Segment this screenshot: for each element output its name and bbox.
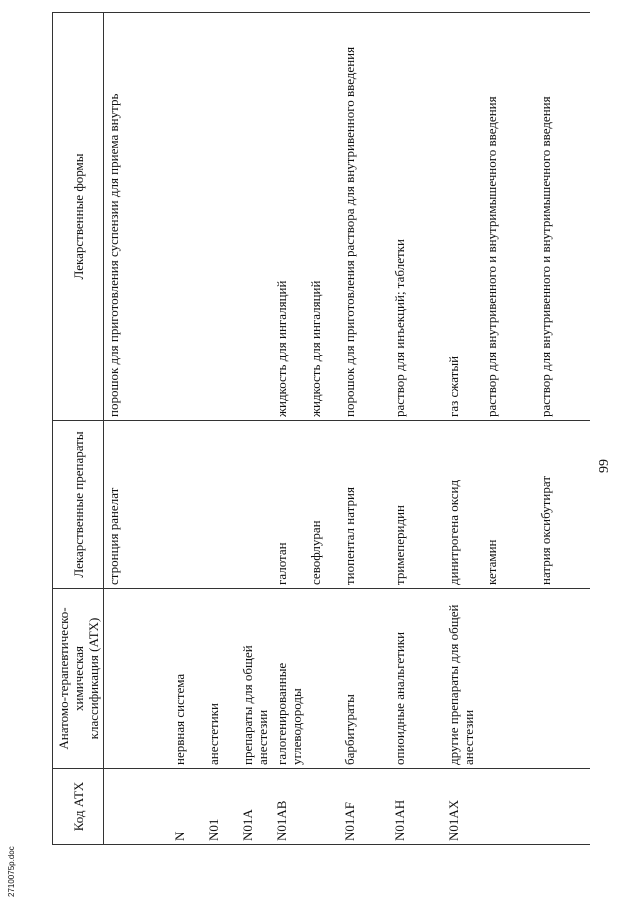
cell-form: жидкость для ингаляций [306, 13, 340, 421]
cell-drug [238, 421, 272, 589]
cell-drug: галотан [272, 421, 306, 589]
header-atc [53, 589, 104, 769]
cell-atc: опиоидные анальгетики [390, 589, 444, 769]
table-row [482, 13, 536, 845]
cell-code: N01AF [340, 769, 390, 845]
cell-code: N01AH [390, 769, 444, 845]
cell-drug [170, 421, 204, 589]
table-header-row [53, 13, 104, 845]
cell-drug: тиопентал натрия [340, 421, 390, 589]
header-atc-line1: Анатомо-терапевтическо-химическая [55, 607, 86, 750]
cell-code [536, 769, 590, 845]
cell-form: порошок для приготовления раствора для внутривенного введения [340, 13, 390, 421]
cell-form: жидкость для ингаляций [272, 13, 306, 421]
cell-atc: препараты для общей анестезии [238, 589, 272, 769]
cell-form: раствор для внутривенного и внутримышечного введения [482, 13, 536, 421]
cell-drug: натрия оксибутират [536, 421, 590, 589]
cell-atc [104, 589, 170, 769]
cell-atc: нервная система [170, 589, 204, 769]
header-drugs: Лекарственные препараты [53, 421, 104, 589]
header-atc-line2: классификация (АТХ) [85, 617, 101, 740]
cell-code: N01A [238, 769, 272, 845]
cell-form: газ сжатый [444, 13, 482, 421]
atc-table [52, 12, 590, 845]
table-row [536, 13, 590, 845]
table-row [306, 13, 340, 845]
table-row [238, 13, 272, 845]
cell-code: N01AB [272, 769, 306, 845]
cell-atc [306, 589, 340, 769]
table-row [390, 13, 444, 845]
table-row [444, 13, 482, 845]
cell-form [170, 13, 204, 421]
cell-form [238, 13, 272, 421]
cell-code: N01AX [444, 769, 482, 845]
cell-form [204, 13, 238, 421]
cell-form: раствор для внутривенного и внутримышечного введения [536, 13, 590, 421]
cell-drug: кетамин [482, 421, 536, 589]
cell-code [306, 769, 340, 845]
cell-atc: другие препараты для общей анестезии [444, 589, 482, 769]
cell-drug: севофлуран [306, 421, 340, 589]
cell-form: раствор для инъекций; таблетки [390, 13, 444, 421]
document-id: 2710075р.doc [7, 846, 16, 897]
cell-atc [482, 589, 536, 769]
table-row [340, 13, 390, 845]
cell-drug: тримеперидин [390, 421, 444, 589]
table-row [204, 13, 238, 845]
header-forms: Лекарственные формы [53, 13, 104, 421]
cell-form: порошок для приготовления суспензии для приема внутрь [104, 13, 170, 421]
page-number: 99 [597, 459, 612, 473]
cell-drug [204, 421, 238, 589]
cell-drug: стронция ранелат [104, 421, 170, 589]
cell-code [104, 769, 170, 845]
table-row [104, 13, 170, 845]
table-row [170, 13, 204, 845]
cell-code: N01 [204, 769, 238, 845]
table-row [272, 13, 306, 845]
cell-code [482, 769, 536, 845]
header-code: Код АТХ [53, 769, 104, 845]
cell-atc: барбитураты [340, 589, 390, 769]
cell-atc: галогенированные углеводороды [272, 589, 306, 769]
cell-code: N [170, 769, 204, 845]
cell-atc: анестетики [204, 589, 238, 769]
cell-drug: динитрогена оксид [444, 421, 482, 589]
cell-atc [536, 589, 590, 769]
